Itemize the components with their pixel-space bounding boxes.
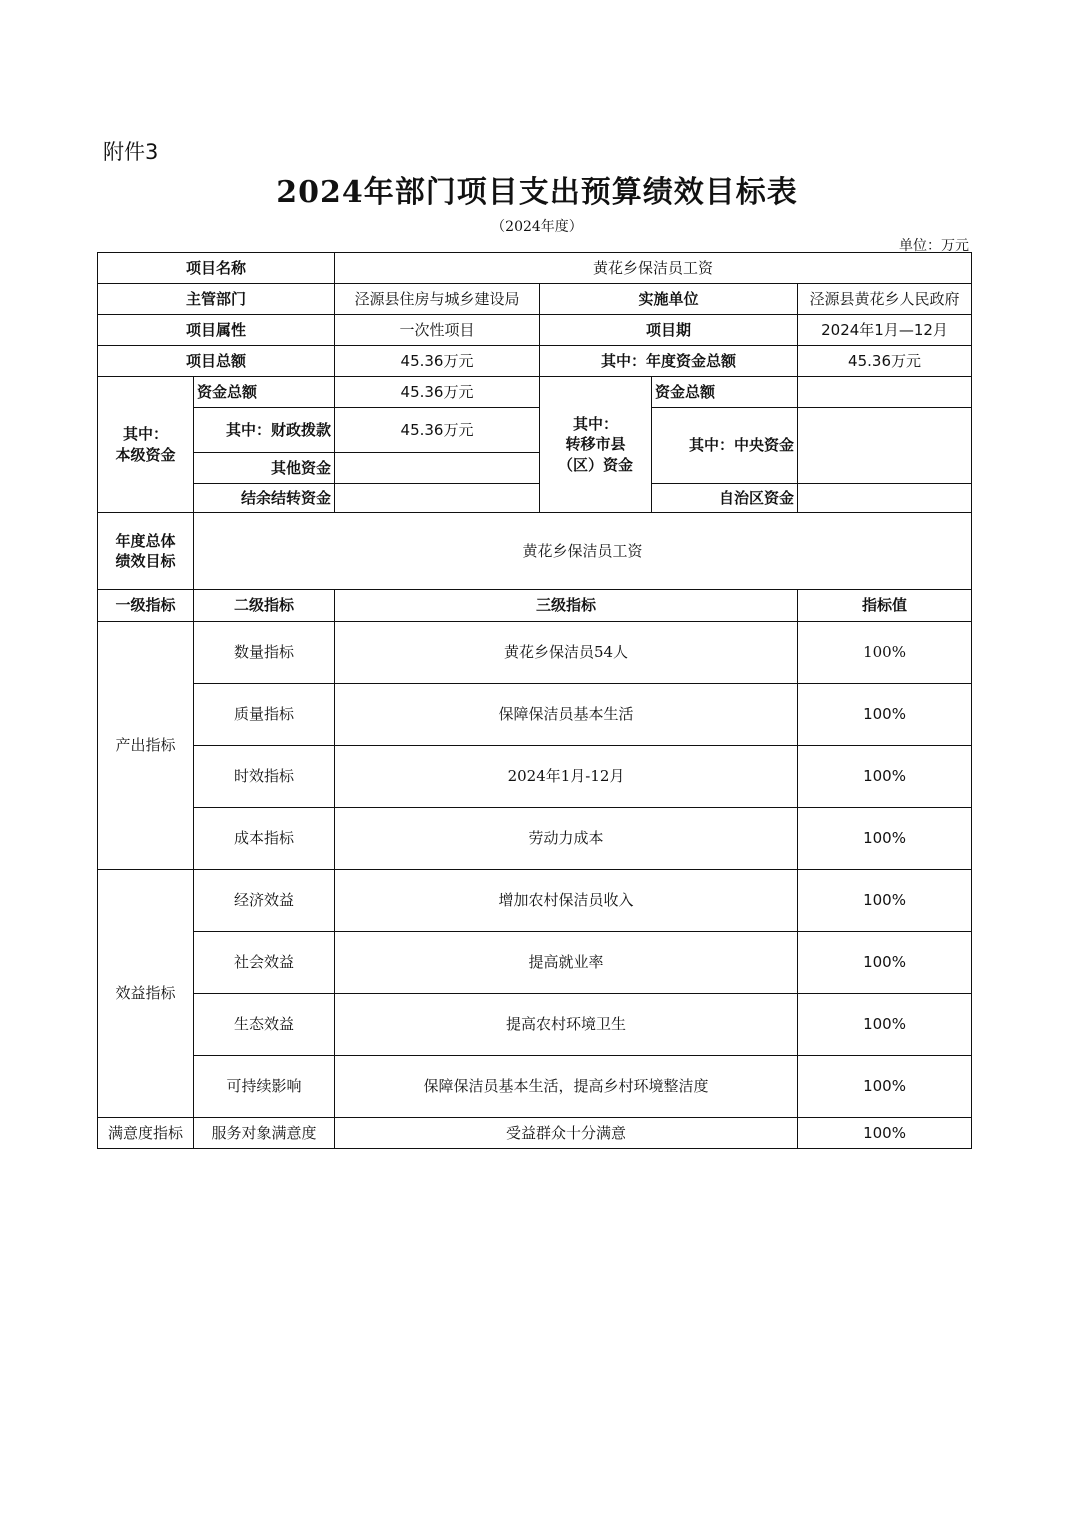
- transfer-fund-group-label: 其中： 转移市县 （区）资金: [540, 377, 652, 513]
- value-cell: 100%: [798, 684, 972, 746]
- benefit-indicator-label: 效益指标: [98, 870, 194, 1118]
- level2-cell: 成本指标: [194, 808, 335, 870]
- table-row: [98, 870, 972, 932]
- project-name-value: 黄花乡保洁员工资: [335, 253, 972, 284]
- fiscal-label: 其中：财政拨款: [194, 408, 335, 453]
- central-label: 其中：中央资金: [652, 408, 798, 484]
- carry-label: 结余结转资金: [194, 484, 335, 513]
- annual-value: 45.36万元: [798, 346, 972, 377]
- year-note: （2024年度）: [491, 219, 583, 235]
- value-cell: 100%: [798, 994, 972, 1056]
- level3-cell: 劳动力成本: [335, 808, 798, 870]
- header-level1: 一级指标: [98, 590, 194, 622]
- level3-cell: 保障保洁员基本生活，提高乡村环境整洁度: [335, 1056, 798, 1118]
- level2-cell: 经济效益: [194, 870, 335, 932]
- goal-label: 年度总体 绩效目标: [98, 513, 194, 590]
- header-value: 指标值: [798, 590, 972, 622]
- goal-text: 黄花乡保洁员工资: [194, 513, 972, 590]
- dept-label: 主管部门: [98, 284, 335, 315]
- table-row: [98, 808, 972, 870]
- annual-label: 其中：年度资金总额: [540, 346, 798, 377]
- level3-cell: 黄花乡保洁员54人: [335, 622, 798, 684]
- project-name-label: 项目名称: [98, 253, 335, 284]
- region-label: 自治区资金: [652, 484, 798, 513]
- local-fund-group-label: 其中： 本级资金: [98, 377, 194, 513]
- row-department: [98, 284, 972, 315]
- impl-value: 泾源县黄花乡人民政府: [798, 284, 972, 315]
- header-level3: 三级指标: [335, 590, 798, 622]
- level3-cell: 保障保洁员基本生活: [335, 684, 798, 746]
- total-label: 项目总额: [98, 346, 335, 377]
- value-cell: 100%: [798, 932, 972, 994]
- table-row: [98, 1118, 972, 1149]
- level3-cell: 受益群众十分满意: [335, 1118, 798, 1149]
- row-total: [98, 346, 972, 377]
- row-attribute: [98, 315, 972, 346]
- transfer-total-value: [798, 377, 972, 408]
- fiscal-value: 45.36万元: [335, 408, 540, 453]
- level2-cell: 质量指标: [194, 684, 335, 746]
- row-fiscal: [98, 408, 972, 453]
- value-cell: 100%: [798, 1056, 972, 1118]
- attr-value: 一次性项目: [335, 315, 540, 346]
- value-cell: 100%: [798, 1118, 972, 1149]
- local-total-label: 资金总额: [194, 377, 335, 408]
- level3-cell: 提高农村环境卫生: [335, 994, 798, 1056]
- level2-cell: 可持续影响: [194, 1056, 335, 1118]
- level2-cell: 时效指标: [194, 746, 335, 808]
- value-cell: 100%: [798, 808, 972, 870]
- row-fund-total: [98, 377, 972, 408]
- period-label: 项目期: [540, 315, 798, 346]
- table-row: [98, 622, 972, 684]
- row-goal: [98, 513, 972, 590]
- carry-value: [335, 484, 540, 513]
- satisfaction-indicator-label: 满意度指标: [98, 1118, 194, 1149]
- row-indicator-headers: [98, 590, 972, 622]
- row-project-name: [98, 253, 972, 284]
- level3-cell: 2024年1月-12月: [335, 746, 798, 808]
- output-indicator-label: 产出指标: [98, 622, 194, 870]
- attr-label: 项目属性: [98, 315, 335, 346]
- impl-label: 实施单位: [540, 284, 798, 315]
- page-title: 2024年部门项目支出预算绩效目标表: [276, 175, 798, 210]
- other-label: 其他资金: [194, 453, 335, 484]
- local-total-value: 45.36万元: [335, 377, 540, 408]
- performance-table: [97, 252, 972, 1149]
- dept-value: 泾源县住房与城乡建设局: [335, 284, 540, 315]
- table-row: [98, 994, 972, 1056]
- value-cell: 100%: [798, 746, 972, 808]
- level3-cell: 提高就业率: [335, 932, 798, 994]
- value-cell: 100%: [798, 622, 972, 684]
- level2-cell: 社会效益: [194, 932, 335, 994]
- period-value: 2024年1月—12月: [798, 315, 972, 346]
- table-row: [98, 1056, 972, 1118]
- level2-cell: 数量指标: [194, 622, 335, 684]
- unit-label: 单位：万元: [899, 238, 969, 254]
- attachment-label: 附件3: [103, 140, 159, 164]
- table-row: [98, 684, 972, 746]
- table-row: [98, 932, 972, 994]
- transfer-total-label: 资金总额: [652, 377, 798, 408]
- region-value: [798, 484, 972, 513]
- table-row: [98, 746, 972, 808]
- value-cell: 100%: [798, 870, 972, 932]
- total-value: 45.36万元: [335, 346, 540, 377]
- central-value: [798, 408, 972, 484]
- level3-cell: 增加农村保洁员收入: [335, 870, 798, 932]
- header-level2: 二级指标: [194, 590, 335, 622]
- row-carry: [98, 484, 972, 513]
- other-value: [335, 453, 540, 484]
- level2-cell: 服务对象满意度: [194, 1118, 335, 1149]
- level2-cell: 生态效益: [194, 994, 335, 1056]
